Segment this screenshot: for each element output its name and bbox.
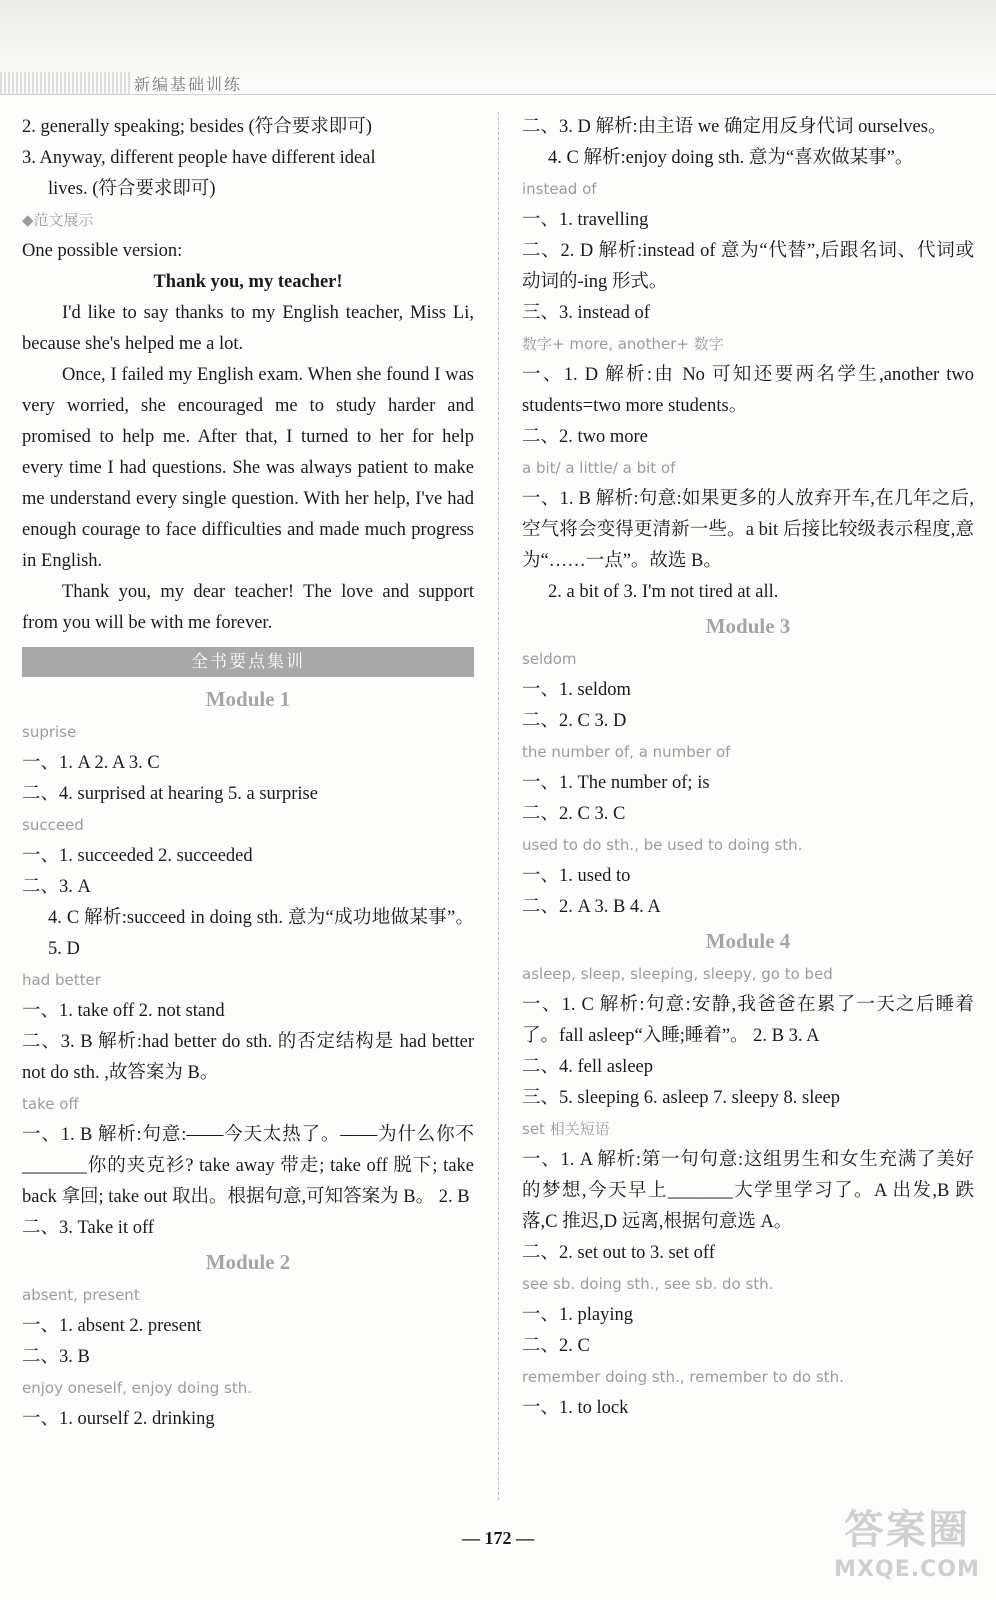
answer-line: 2. generally speaking; besides (符合要求即可) [22,117,372,137]
key-point-label: seldom [522,650,577,668]
key-point-label: see sb. doing sth., see sb. do sth. [522,1275,774,1293]
answer-line: 4. C 解析:enjoy doing sth. 意为“喜欢做某事”。 [548,148,914,168]
sample-intro: One possible version: [22,241,183,261]
answer-line: 4. C 解析:succeed in doing sth. 意为“成功地做某事”。 5. D [48,908,474,959]
answer-line: 二、2. two more [522,427,648,447]
answer-line: 一、1. travelling [522,210,649,230]
answer-line: 三、3. instead of [522,303,650,323]
answer-line: 二、3. A [22,877,91,897]
answer-line: 二、2. C 3. C [522,804,626,824]
essay-paragraph: I'd like to say thanks to my English teacher, Miss Li, because she's helped me a lot. [22,303,474,354]
key-point-label: set 相关短语 [522,1120,610,1138]
answer-line: 一、1. to lock [522,1398,629,1418]
answer-line: 二、4. surprised at hearing 5. a surprise [22,784,318,804]
answer-line: 一、1. take off 2. not stand [22,1001,225,1021]
answer-line: 二、2. A 3. B 4. A [522,897,661,917]
answer-line: 二、2. D 解析:instead of 意为“代替”,后跟名词、代词或动词的-ing 形式。 [522,241,974,292]
key-point-label: had better [22,971,101,989]
header-rule [0,94,996,95]
answer-line: 一、1. C 解析:句意:安静,我爸爸在累了一天之后睡着了。fall asleep“入睡;睡着”。 2. B 3. A [522,995,974,1046]
answer-line: 一、1. B 解析:句意:——今天太热了。——为什么你不_______你的夹克衫? take away 带走; take off 脱下; take back 拿回; take out 取出。根据句意,可知答案为 B。 2. B [22,1125,474,1207]
sample-label: ◆范文展示 [22,211,94,229]
section-banner: 全书要点集训 [22,647,474,677]
right-column [522,112,974,1424]
answer-line: 二、3. B 解析:had better do sth. 的否定结构是 had better not do sth. ,故答案为 B。 [22,1032,474,1083]
answer-line: 一、1. A 解析:第一句句意:这组男生和女生充满了美好的梦想,今天早上_______大学里学习了。A 出发,B 跌落,C 推迟,D 远离,根据句意选 A。 [522,1150,974,1232]
key-point-label: a bit/ a little/ a bit of [522,459,676,477]
answer-line: 二、3. B [22,1347,90,1367]
module1-answers [22,717,474,1244]
answer-line: 一、1. used to [522,866,631,886]
essay-title: Thank you, my teacher! [153,272,343,292]
key-point-label: absent, present [22,1286,140,1304]
watermark-logo [832,1505,982,1595]
module-heading: Module 1 [205,687,291,711]
answer-line: 二、3. Take it off [22,1218,154,1238]
answer-line: 一、1. D 解析:由 No 可知还要两名学生,another two students=two more students。 [522,365,974,416]
key-point-label: take off [22,1095,79,1113]
module-heading: Module 2 [205,1250,291,1274]
key-point-label: enjoy oneself, enjoy doing sth. [22,1379,253,1397]
answer-line: 三、5. sleeping 6. asleep 7. sleepy 8. sleep [522,1088,841,1108]
answer-line: 二、3. D 解析:由主语 we 确定用反身代词 ourselves。 [522,117,947,137]
answer-line: 二、2. C [522,1336,590,1356]
key-point-label: used to do sth., be used to doing sth. [522,836,803,854]
module4-answers [522,959,974,1424]
module3-answers [522,644,974,923]
key-point-label: 数字+ more, another+ 数字 [522,335,724,353]
answer-line: 二、4. fell asleep [522,1057,653,1077]
module2-answers-continued [522,112,974,608]
header-stripes [0,72,130,94]
header-title: 新编基础训练 [134,75,243,94]
answer-line: 一、1. The number of; is [522,773,710,793]
module-heading: Module 3 [705,614,791,638]
watermark-url: MXQE.COM [834,1557,980,1582]
page-number: — 172 — [462,1528,534,1548]
answer-line: 二、2. set out to 3. set off [522,1243,715,1263]
answer-line: 3. Anyway, different people have different ideal [22,148,376,168]
key-point-label: asleep, sleep, sleeping, sleepy, go to bed [522,965,833,983]
module-heading: Module 4 [705,929,791,953]
left-column [22,112,474,1435]
answer-line: 一、1. A 2. A 3. C [22,753,160,773]
answer-line: 2. a bit of 3. I'm not tired at all. [548,582,779,602]
answer-line: lives. (符合要求即可) [48,179,216,199]
answer-line: 一、1. seldom [522,680,631,700]
key-point-label: remember doing sth., remember to do sth. [522,1368,844,1386]
key-point-label: suprise [22,723,77,741]
essay-paragraph: Thank you, my dear teacher! The love and support from you will be with me forever. [22,582,474,633]
answer-line: 一、1. B 解析:句意:如果更多的人放弃开车,在几年之后,空气将会变得更清新一些。a bit 后接比较级表示程度,意为“……一点”。故选 B。 [522,489,974,571]
key-point-label: succeed [22,816,84,834]
answer-line: 一、1. absent 2. present [22,1316,202,1336]
essay-paragraph: Once, I failed my English exam. When she found I was very worried, she encouraged me to study harder and promised to help me. After that, I turned to her for help every time I had questions. She was always patient to make me understand every single question. With her help, I've had enough courage to face difficulties and made much progress in English. [22,365,474,571]
module2-answers [22,1280,474,1435]
answer-line: 一、1. playing [522,1305,633,1325]
key-point-label: the number of, a number of [522,743,731,761]
answer-line: 二、2. C 3. D [522,711,627,731]
answer-line: 一、1. succeeded 2. succeeded [22,846,253,866]
answer-line: 一、1. ourself 2. drinking [22,1409,215,1429]
key-point-label: instead of [522,180,597,198]
watermark-text: 答案圈 [844,1507,970,1553]
column-divider [498,112,499,1500]
